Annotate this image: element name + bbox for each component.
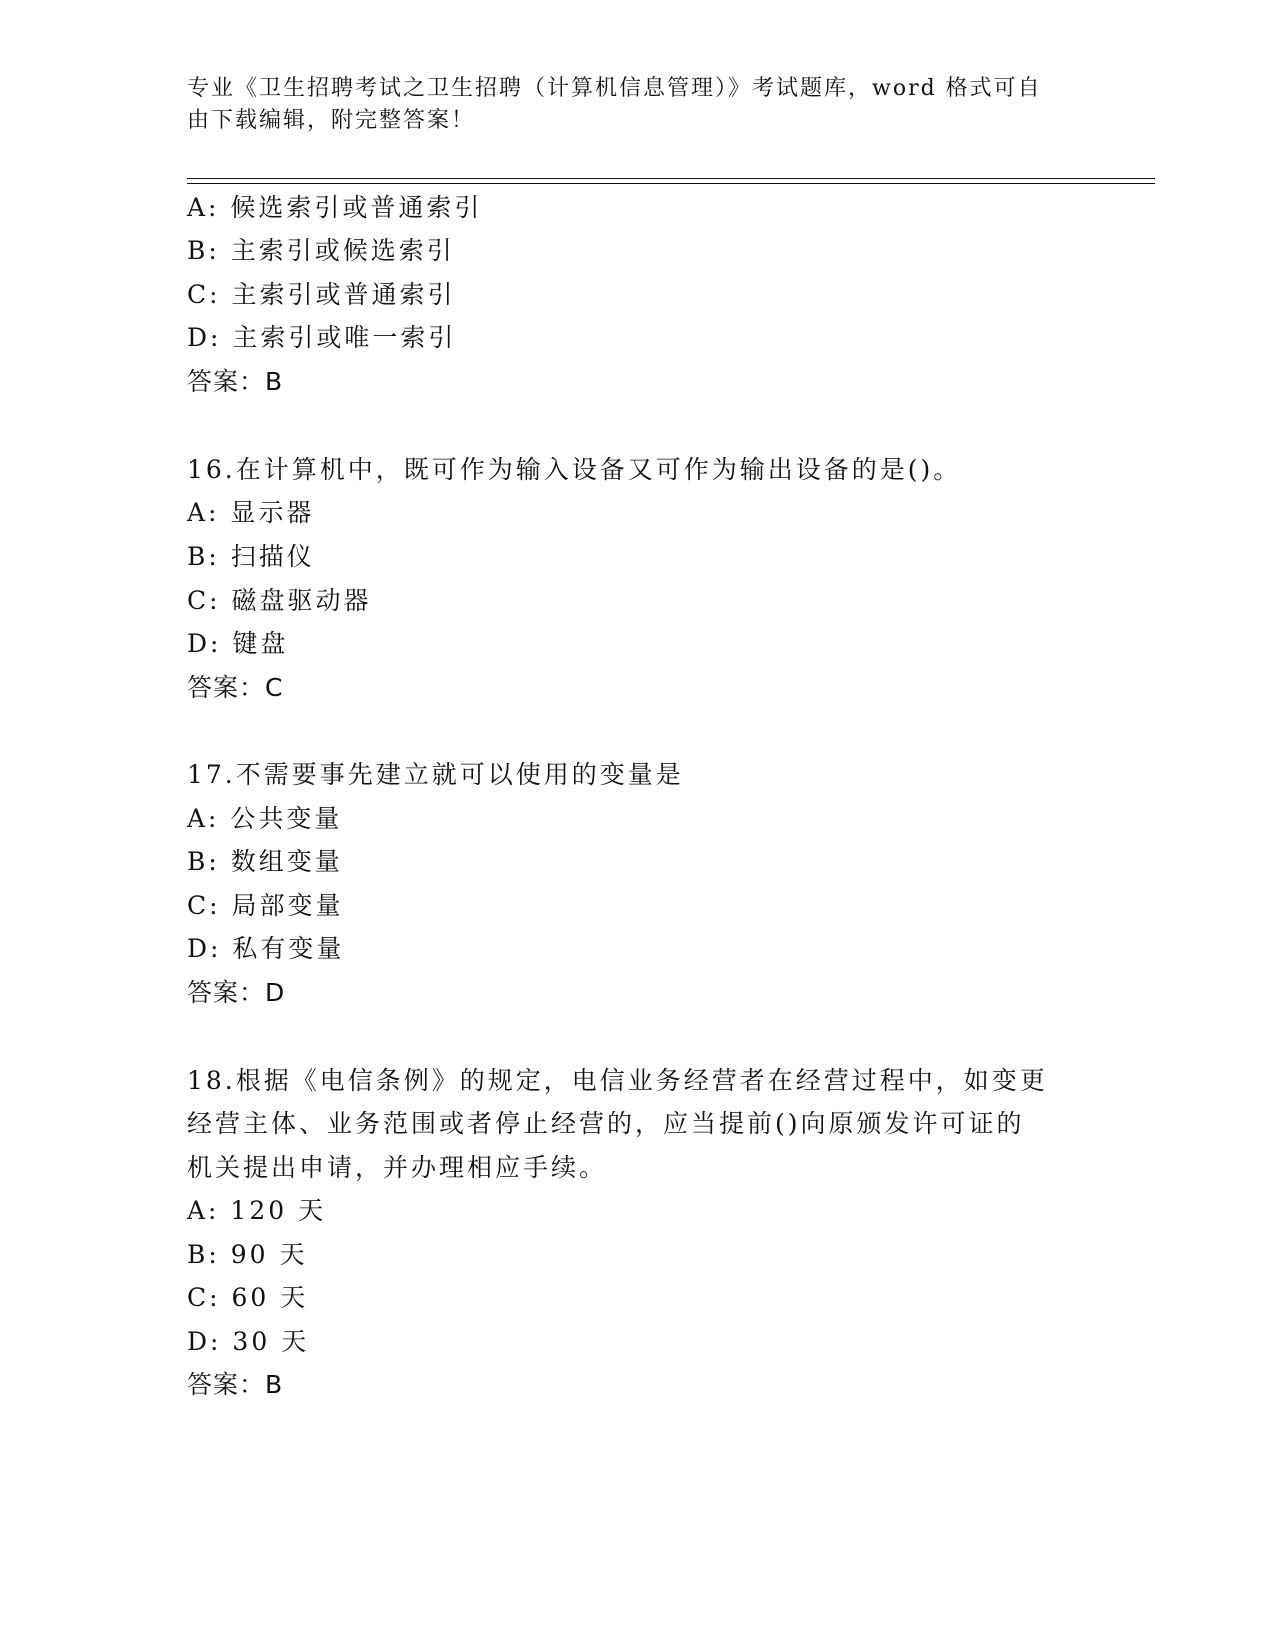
q17-option-a: A: 公共变量 [187,804,343,833]
q18-answer: 答案：B [187,1370,284,1399]
q15-option-a: A: 候选索引或普通索引 [187,193,483,222]
document-header [187,73,1067,137]
q16-answer: 答案：C [187,673,284,702]
q18-option-a: A: 120 天 [187,1196,327,1225]
q18-option-b: B: 90 天 [187,1240,308,1269]
header-line-1: 专业《卫生招聘考试之卫生招聘（计算机信息管理）》考试题库，word 格式可自 [187,76,1042,101]
header-divider-bottom [187,183,1155,184]
q16-question: 16.在计算机中，既可作为输入设备又可作为输出设备的是()。 [187,455,962,484]
q17-question: 17.不需要事先建立就可以使用的变量是 [187,760,684,789]
q15-option-c: C: 主索引或普通索引 [187,280,456,309]
q16-option-b: B: 扫描仪 [187,542,315,571]
q18-question-line-2: 经营主体、业务范围或者停止经营的，应当提前()向原颁发许可证的 [187,1109,1025,1138]
q18-question-line-1: 18.根据《电信条例》的规定，电信业务经营者在经营过程中，如变更 [187,1066,1048,1095]
header-line-2: 由下载编辑，附完整答案！ [187,108,476,133]
q15-answer: 答案：B [187,367,284,396]
q15-option-d: D: 主索引或唯一索引 [187,323,457,352]
q17-option-d: D: 私有变量 [187,934,345,963]
q18-question-line-3: 机关提出申请，并办理相应手续。 [187,1153,608,1182]
q16-option-a: A: 显示器 [187,498,315,527]
q17-answer: 答案：D [187,978,286,1007]
header-divider-top [187,178,1155,179]
q15-option-b: B: 主索引或候选索引 [187,236,455,265]
q18-option-d: D: 30 天 [187,1327,310,1356]
q17-option-b: B: 数组变量 [187,847,343,876]
q16-option-c: C: 磁盘驱动器 [187,586,372,615]
q18-option-c: C: 60 天 [187,1283,309,1312]
q16-option-d: D: 键盘 [187,629,289,658]
q17-option-c: C: 局部变量 [187,891,344,920]
